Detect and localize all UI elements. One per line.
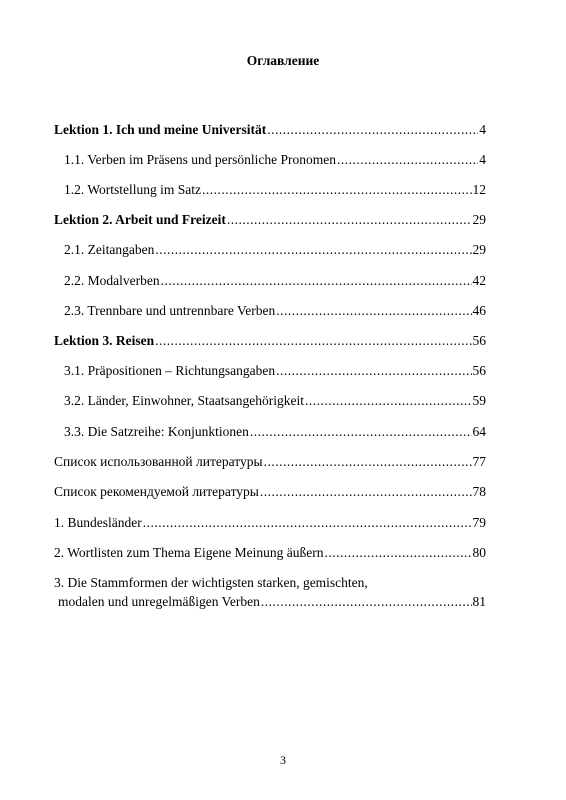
toc-leader-dots [337, 152, 478, 168]
toc-entry-title: 3.1. Präpositionen – Richtungsangaben [64, 363, 276, 378]
toc-leader-dots [155, 242, 471, 258]
toc-entry-title: 3.2. Länder, Einwohner, Staatsangehörigkeit [64, 393, 304, 408]
toc-entry-title: Список рекомендуемой литературы [54, 484, 259, 499]
toc-entry-page: 56 [472, 363, 486, 378]
toc-entry-appendix-1[interactable] [54, 515, 486, 531]
toc-entry-appendix-3[interactable] [54, 575, 486, 610]
toc-entry-2-2[interactable] [64, 273, 486, 289]
toc-entry-page: 64 [472, 424, 486, 439]
toc-entry-page: 77 [472, 454, 486, 469]
toc-entry-lektion-1[interactable] [54, 122, 486, 138]
page-title: Оглавление [246, 53, 320, 68]
toc-entry-page: 80 [472, 545, 486, 560]
toc-entry-lektion-3[interactable] [54, 333, 486, 349]
toc-entry-title: 1.1. Verben im Präsens und persönliche Pronomen [64, 152, 336, 167]
toc-entry-title: Lektion 1. Ich und meine Universität [54, 122, 267, 137]
toc-leader-dots [260, 484, 472, 500]
toc-leader-dots [261, 594, 472, 610]
toc-entry-appendix-2[interactable] [54, 545, 486, 561]
toc-entry-page: 59 [472, 393, 486, 408]
toc-leader-dots [227, 212, 472, 228]
toc-entry-page: 79 [472, 515, 486, 530]
toc-entry-page: 81 [472, 594, 486, 609]
toc-leader-dots [143, 515, 472, 531]
toc-entry-3-2[interactable] [64, 393, 486, 409]
toc-entry-title: 3.3. Die Satzreihe: Konjunktionen [64, 424, 249, 439]
toc-entry-title: 2.2. Modalverben [64, 273, 160, 288]
toc-entry-page: 4 [479, 152, 486, 167]
toc-leader-dots [202, 182, 471, 198]
toc-leader-dots [305, 393, 472, 409]
toc-entry-recommended-literature[interactable] [54, 484, 486, 500]
toc-entry-page: 4 [479, 122, 486, 137]
toc-entry-title: Lektion 3. Reisen [54, 333, 155, 348]
toc-leader-dots [276, 363, 471, 379]
toc-entry-page: 78 [472, 484, 486, 499]
page-number: 3 [280, 753, 286, 767]
toc-entry-3-3[interactable] [64, 424, 486, 440]
toc-leader-dots [161, 273, 472, 289]
toc-entry-title-line-1: 3. Die Stammformen der wichtigsten starken, gemischten, [54, 575, 368, 590]
toc-entry-title: 2.3. Trennbare und untrennbare Verben [64, 303, 276, 318]
toc-leader-dots [276, 303, 471, 319]
toc-entry-2-1[interactable] [64, 242, 486, 258]
toc-entry-1-1[interactable] [64, 152, 486, 168]
toc-entry-title: 1. Bundesländer [54, 515, 142, 530]
toc-entry-page: 12 [472, 182, 486, 197]
toc-entry-page: 42 [472, 273, 486, 288]
toc-entry-used-literature[interactable] [54, 454, 486, 470]
toc-leader-dots [250, 424, 472, 440]
toc-entry-page: 56 [472, 333, 486, 348]
toc-leader-dots [264, 454, 472, 470]
toc-entry-title: Lektion 2. Arbeit und Freizeit [54, 212, 226, 227]
toc-entry-page: 29 [472, 242, 486, 257]
toc-entry-lektion-2[interactable] [54, 212, 486, 228]
toc-entry-page: 46 [472, 303, 486, 318]
toc-entry-title: Список использованной литературы [54, 454, 263, 469]
toc-entry-2-3[interactable] [64, 303, 486, 319]
toc-entry-1-2[interactable] [64, 182, 486, 198]
toc-entry-title-line-2: modalen und unregelmäßigen Verben [58, 594, 260, 609]
toc-entry-title: 2. Wortlisten zum Thema Eigene Meinung äußern [54, 545, 324, 560]
toc-entry-3-1[interactable] [64, 363, 486, 379]
toc-leader-dots [267, 122, 478, 138]
toc-entry-title: 1.2. Wortstellung im Satz [64, 182, 202, 197]
toc-entry-title: 2.1. Zeitangaben [64, 242, 155, 257]
toc-leader-dots [324, 545, 471, 561]
toc-leader-dots [155, 333, 471, 349]
toc-entry-page: 29 [472, 212, 486, 227]
